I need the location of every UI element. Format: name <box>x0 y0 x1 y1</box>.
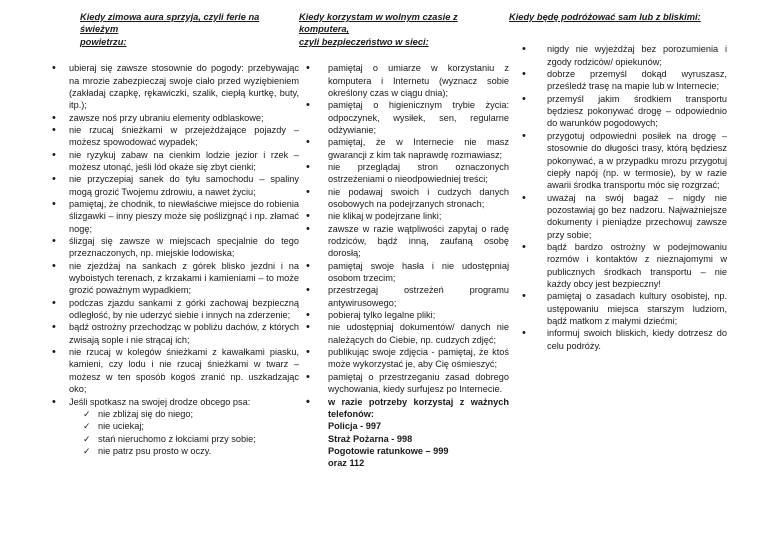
list-item: • pamiętaj, że w Internecie nie masz gwarancji z kim tak naprawdę rozmawiasz; <box>328 136 509 161</box>
emergency-numbers <box>328 396 509 470</box>
list-item: • nie przyczepiaj sanek do tyłu samochodu – spaliny mogą grozić Twojemu zdrowiu, a nawet życiu; <box>50 173 299 198</box>
check-item: ✓ nie patrz psu prosto w oczy. <box>98 445 299 457</box>
list-item: • pamiętaj, że chodnik, to niewłaściwe miejsce do robienia ślizgawki – inny pieszy może się poślizgnąć i np. złamać nogę; <box>50 198 299 235</box>
list-item: • informuj swoich bliskich, kiedy dotrzesz do celu podróży. <box>547 327 727 352</box>
list-item: • pamiętaj o umiarze w korzystaniu z komputera i Internetu (wyznacz sobie określony czas w ciągu dnia); <box>328 62 509 99</box>
emergency-heading: w razie potrzeby korzystaj z ważnych telefonów: <box>328 396 509 419</box>
emergency-police: Policja - 997 <box>328 421 382 432</box>
list-item: • nie zjeżdżaj na sankach z górek blisko jezdni i na wyboistych terenach, z krzakami i kamieniami – to może grozić poważnym wypadkiem; <box>50 260 299 297</box>
list-item: • nie rzucaj w kolegów śnieżkami z kawałkami piasku, kamieni, czy lodu i nie rzucaj śnieżkami w twarz – możesz w ten sposób kogoś zranić np. uszkadzając oko; <box>50 346 299 395</box>
winter-heading <box>80 11 299 48</box>
list-item: • pamiętaj o zasadach kultury osobistej, np. ustępowaniu miejsca starszym ludziom, bądź matkom z małymi dziećmi; <box>547 290 727 327</box>
list-item: • zawsze noś przy ubraniu elementy odblaskowe; <box>50 112 299 124</box>
list-item: • nie przeglądaj stron oznaczonych ostrzeżeniami o nieodpowiedniej treści; <box>328 161 509 186</box>
list-item: • publikując swoje zdjęcia - pamiętaj, że ktoś może wykorzystać je, aby Cię ośmieszyć; <box>328 346 509 371</box>
list-item: • nie klikaj w podejrzane linki; <box>328 210 509 222</box>
list-item: • przygotuj odpowiedni posiłek na drogę – stosownie do długości trasy, którą będziesz pokonywać, a w przypadku mrozu przygotuj ciepły napój (np. w termosie), by w razie awarii środka transportu móc się rozgrzać; <box>547 130 727 192</box>
list-item: • bądź ostrożny przechodząc w pobliżu dachów, z których zwisają sople i nie strącaj ich; <box>50 321 299 346</box>
list-item: • bądź bardzo ostrożny w podejmowaniu rozmów i kontaktów z nieznajomymi w publicznych środkach transportu – nie każdy obcy jest bezpieczny! <box>547 241 727 290</box>
column-travel <box>509 11 727 352</box>
winter-heading-colon: : <box>123 36 127 47</box>
check-item: ✓ nie uciekaj; <box>98 420 299 432</box>
list-item: • ślizgaj się zawsze w miejscach specjalnie do tego przeznaczonych, np. miejskie lodowiska; <box>50 235 299 260</box>
check-item: ✓ stań nieruchomo z łokciami przy sobie; <box>98 433 299 445</box>
emergency-ambulance: Pogotowie ratunkowe – 999 <box>328 445 449 456</box>
list-item: • przemyśl jakim środkiem transportu będziesz pokonywać drogę – odpowiednio do warunków pogodowych; <box>547 93 727 130</box>
winter-heading-line2: powietrzu <box>80 36 124 47</box>
check-item: ✓ nie zbliżaj się do niego; <box>98 408 299 420</box>
list-item: • podczas zjazdu sankami z górki zachowaj bezpieczną odległość, by nie uderzyć siebie i innych na zderzenie; <box>50 297 299 322</box>
list-item: • nie rzucaj śnieżkami w przejeżdżające pojazdy – możesz spowodować wypadek; <box>50 124 299 149</box>
travel-heading-text: Kiedy będę podróżować sam lub z bliskimi: <box>509 12 701 22</box>
internet-tips-list <box>328 62 509 469</box>
list-item: • przestrzegaj ostrzeżeń programu antywirusowego; <box>328 284 509 309</box>
column-internet-safety <box>299 11 509 470</box>
column-winter-outdoors <box>50 11 299 457</box>
list-item: • nigdy nie wyjeżdżaj bez porozumienia i zgody rodziców/ opiekunów; <box>547 43 727 68</box>
emergency-112: oraz 112 <box>328 458 365 469</box>
internet-heading-line1: Kiedy korzystam w wolnym czasie z komputera, <box>299 12 458 35</box>
travel-tips-list <box>547 43 727 352</box>
list-item: • pamiętaj swoje hasła i nie udostępniaj osobom trzecim; <box>328 260 509 285</box>
list-item: • nie udostępniaj dokumentów/ danych nie należących do Ciebie, np. cudzych zdjęć; <box>328 321 509 346</box>
winter-tips-list <box>50 62 299 408</box>
list-item: • pobieraj tylko legalne pliki; <box>328 309 509 321</box>
internet-heading-line2: czyli bezpieczeństwo w sieci: <box>299 36 429 47</box>
list-item: • ubieraj się zawsze stosownie do pogody: przebywając na mrozie zabezpieczaj swoje ciało przed wyziębieniem (zakładaj czapkę, rękawiczki, szalik, ciepłą kurtkę, buty, itp.); <box>50 62 299 111</box>
list-item: • uważaj na swój bagaż – nigdy nie pozostawiaj go bez nadzoru. Najważniejsze dokumenty i pieniądze przechowuj zawsze przy sobie; <box>547 192 727 241</box>
travel-heading <box>509 11 727 23</box>
list-item: • dobrze przemyśl dokąd wyruszasz, prześledź trasę na mapie lub w Internecie; <box>547 68 727 93</box>
list-item: • Jeśli spotkasz na swojej drodze obcego psa: <box>50 396 299 408</box>
internet-heading <box>299 11 509 48</box>
emergency-fire: Straż Pożarna - 998 <box>328 433 413 444</box>
list-item: • pamiętaj o przestrzeganiu zasad dobrego wychowania, kiedy surfujesz po Internecie. <box>328 371 509 396</box>
dog-tips-list <box>98 408 299 457</box>
winter-heading-line1: Kiedy zimowa aura sprzyja, czyli ferie na świeżym <box>80 12 260 35</box>
list-item: • nie podawaj swoich i cudzych danych osobowych na podejrzanych stronach; <box>328 186 509 211</box>
list-item: • nie ryzykuj zabaw na cienkim lodzie jezior i rzek – możesz utonąć, jeśli lód okaże się zbyt cienki; <box>50 149 299 174</box>
list-item: • pamiętaj o higienicznym trybie życia: odpoczynek, wysiłek, sen, regularne odżywianie; <box>328 99 509 136</box>
list-item: • zawsze w razie wątpliwości zapytaj o radę rodziców, bądź inną, zaufaną osobę dorosłą; <box>328 223 509 260</box>
